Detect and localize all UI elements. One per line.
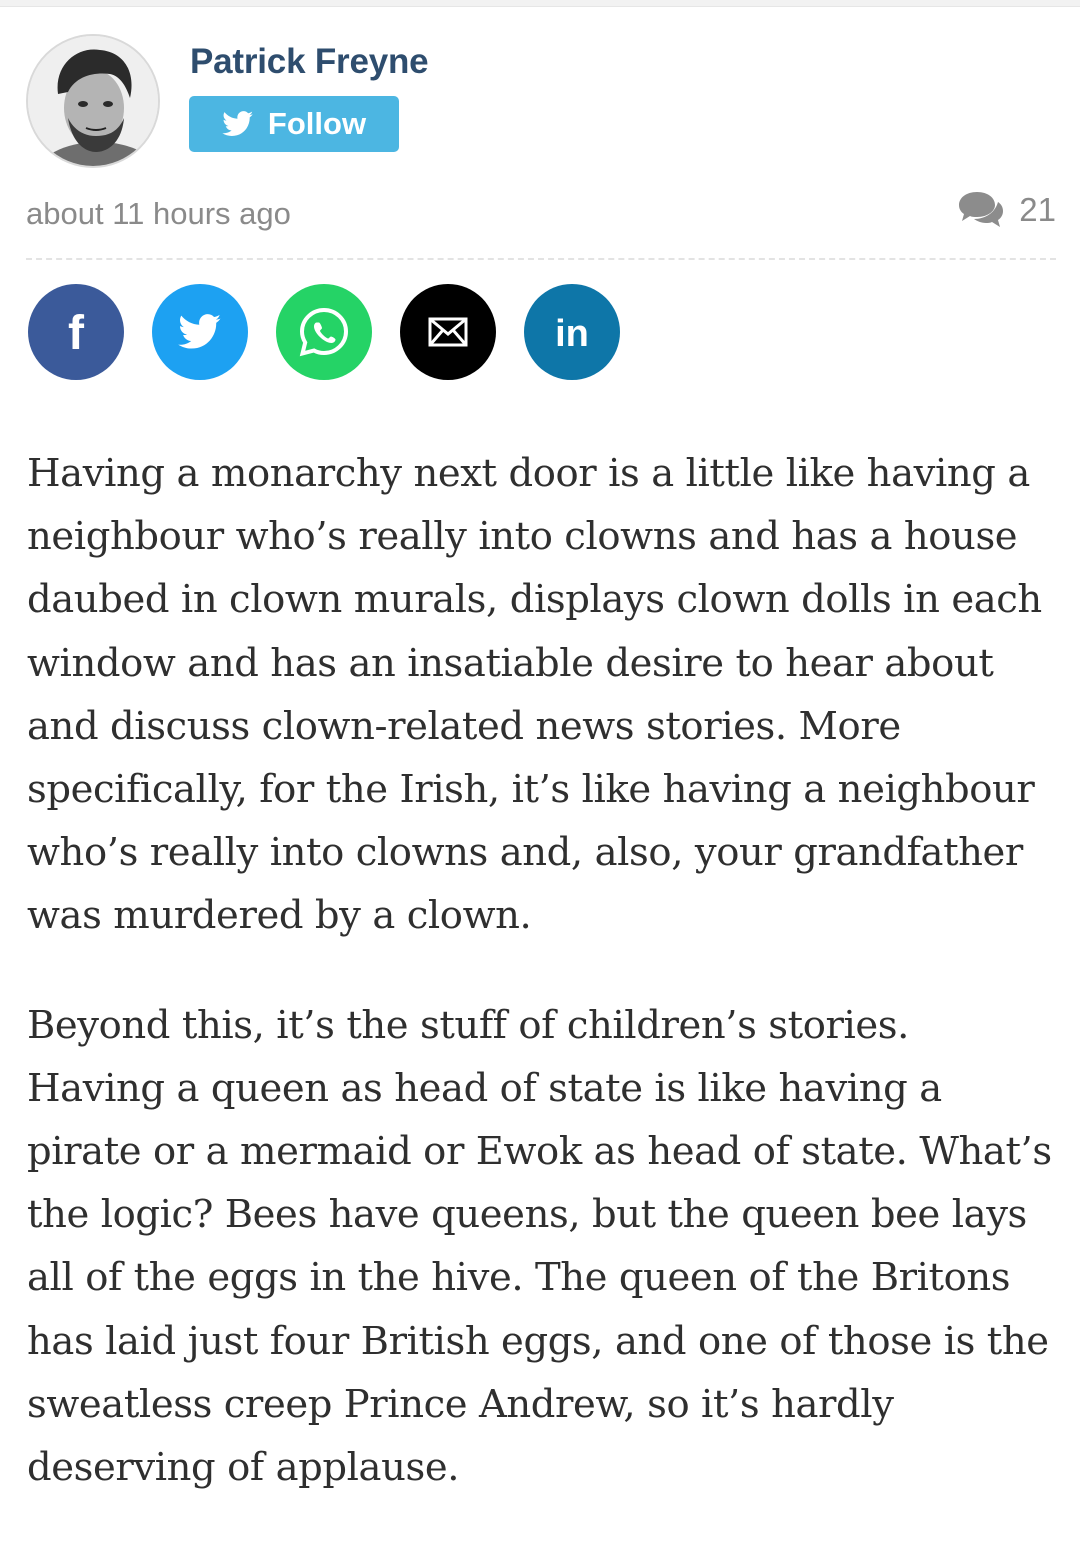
facebook-icon	[56, 307, 96, 357]
article-meta	[26, 190, 1056, 250]
author-block	[26, 34, 726, 170]
twitter-follow-button[interactable]	[189, 96, 399, 152]
meta-divider	[26, 258, 1056, 260]
twitter-bird-icon	[222, 111, 254, 137]
share-whatsapp-button[interactable]	[276, 284, 372, 380]
top-divider	[0, 0, 1080, 7]
comments-link[interactable]	[957, 190, 1056, 230]
author-avatar[interactable]	[26, 34, 160, 168]
avatar-photo	[28, 36, 158, 166]
share-email-button[interactable]	[400, 284, 496, 380]
facebook-glyph: f	[68, 307, 84, 357]
article-body	[27, 442, 1057, 1545]
comments-icon	[957, 190, 1005, 230]
share-linkedin-button[interactable]	[524, 284, 620, 380]
linkedin-glyph: in	[555, 313, 589, 354]
email-icon	[428, 317, 468, 347]
share-twitter-button[interactable]	[152, 284, 248, 380]
follow-label: Follow	[267, 106, 367, 141]
published-time: about 11 hours ago	[26, 196, 291, 231]
whatsapp-icon	[297, 305, 351, 359]
share-bar	[28, 284, 620, 380]
twitter-icon	[178, 314, 222, 350]
linkedin-icon	[547, 310, 597, 354]
share-facebook-button[interactable]	[28, 284, 124, 380]
comment-count: 21	[1019, 191, 1056, 228]
article-paragraph: Beyond this, it’s the stuff of children’s stories. Having a queen as head of state is like having a pirate or a mermaid or Ewok as head of state. What’s the logic? Bees have queens, but the queen bee lays all of the eggs in the hive. The queen of the Britons has laid just four British eggs, and one of those is the sweatless creep Prince Andrew, so it’s hardly deserving of applause.	[27, 1002, 1052, 1491]
author-name[interactable]: Patrick Freyne	[190, 42, 429, 81]
article-paragraph: Having a monarchy next door is a little like having a neighbour who’s really into clowns and has a house daubed in clown murals, displays clown dolls in each window and has an insatiable desire to hear about and discuss clown-related news stories. More specifically, for the Irish, it’s like having a neighbour who’s really into clowns and, also, your grandfather was murdered by a clown.	[27, 451, 1042, 939]
